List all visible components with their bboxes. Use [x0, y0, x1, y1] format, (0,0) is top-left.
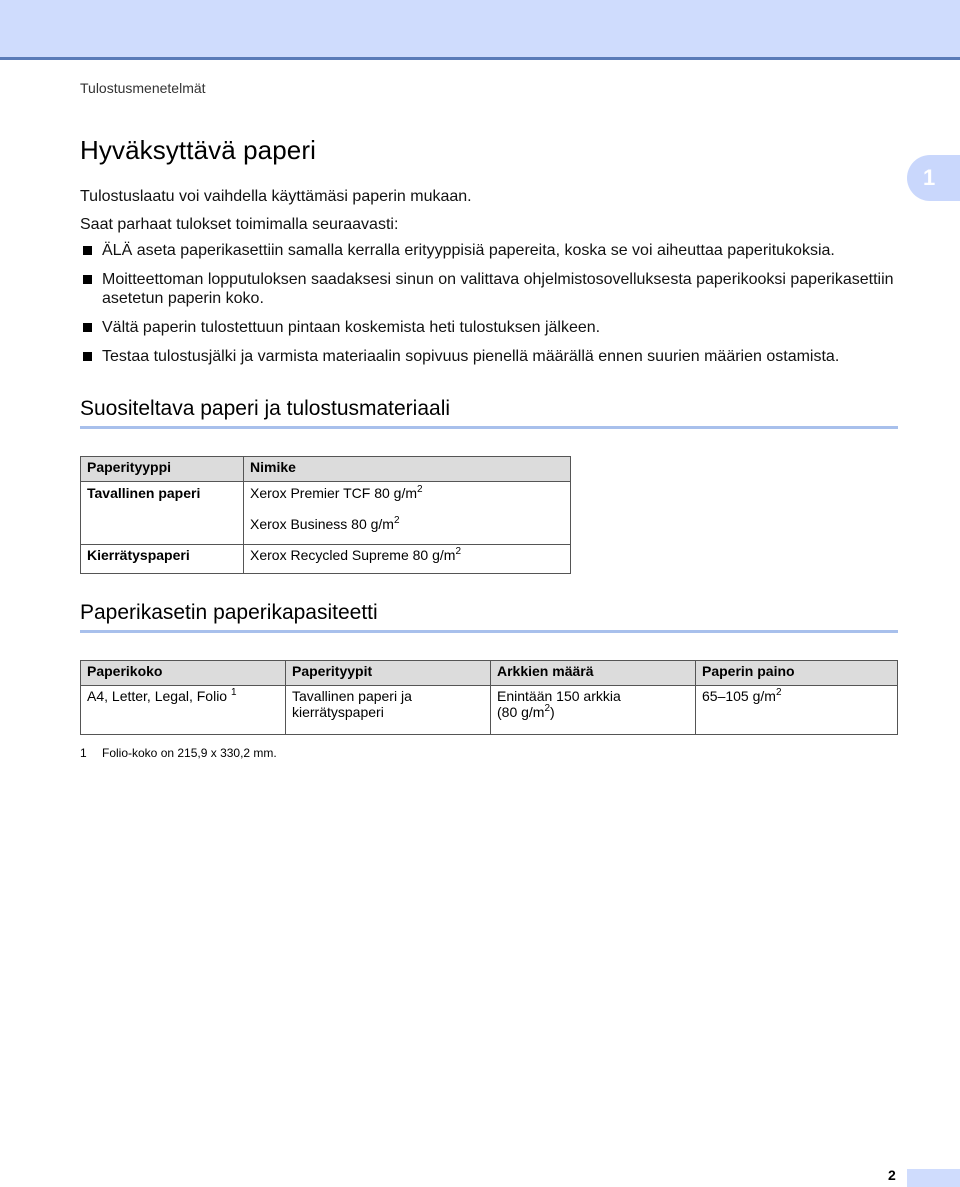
sheet-count-cell: Enintään 150 arkkia (80 $g/m^2$): [491, 686, 696, 735]
top-band: [0, 0, 960, 60]
paper-type-cell: [81, 513, 244, 545]
paper-name-cell: Xerox Recycled Supreme 80 $g/m^2$: [244, 545, 571, 574]
table-header-row: [81, 661, 898, 686]
column-header: Paperikoko: [81, 661, 286, 686]
square-bullet-icon: [83, 352, 92, 361]
column-header: Arkkien määrä: [491, 661, 696, 686]
list-item: [80, 318, 910, 337]
paper-type-cell: Tavallinen paperi: [81, 482, 244, 514]
footnote: [80, 746, 277, 760]
footnote-number: 1: [80, 746, 87, 760]
square-bullet-icon: [83, 246, 92, 255]
page-tab: [907, 1169, 960, 1187]
section-title-recommended-paper: Suositeltava paperi ja tulostusmateriaali: [80, 397, 451, 420]
paper-type-cell: Kierrätyspaperi: [81, 545, 244, 574]
page-title: Hyväksyttävä paperi: [80, 135, 317, 165]
section-rule: [80, 630, 898, 633]
table-row: [81, 482, 571, 514]
paper-weight-cell: 65–105 $g/m^2$: [696, 686, 898, 735]
section-title-tray-capacity: Paperikasetin paperikapasiteetti: [80, 601, 378, 624]
square-bullet-icon: [83, 275, 92, 284]
list-item: [80, 347, 910, 366]
list-item-text: Moitteettoman lopputuloksen saadaksesi sinun on valittava ohjelmistosovelluksesta paperikooksi paperikasettiin asetetun paperin koko.: [102, 271, 894, 307]
column-header: Paperityypit: [286, 661, 491, 686]
paper-types-cell: Tavallinen paperi ja kierrätyspaperi: [286, 686, 491, 735]
recommended-paper-table: [80, 456, 571, 574]
breadcrumb: Tulostusmenetelmät: [80, 80, 206, 96]
chapter-tab[interactable]: [907, 155, 960, 201]
square-bullet-icon: [83, 323, 92, 332]
section-rule: [80, 426, 898, 429]
tray-capacity-table: [80, 660, 898, 735]
table-row: [81, 513, 571, 545]
intro-line: Saat parhaat tulokset toimimalla seuraavasti:: [80, 216, 399, 233]
list-item: [80, 241, 910, 260]
tips-list: [80, 241, 910, 376]
footnote-text: Folio-koko on 215,9 x 330,2 mm.: [102, 746, 277, 760]
list-item-text: Testaa tulostusjälki ja varmista materiaalin sopivuus pienellä määrällä ennen suurien määrien ostamista.: [102, 348, 840, 365]
chapter-number: 1: [923, 165, 936, 190]
list-item-text: Vältä paperin tulostettuun pintaan koskemista heti tulostuksen jälkeen.: [102, 319, 601, 336]
column-header: Paperityyppi: [81, 457, 244, 482]
column-header: Nimike: [244, 457, 571, 482]
table-row: [81, 545, 571, 574]
table-row: [81, 686, 898, 735]
paper-size-cell: A4, Letter, Legal, Folio $^1$: [81, 686, 286, 735]
intro-text: [80, 186, 900, 242]
list-item-text: ÄLÄ aseta paperikasettiin samalla kerralla erityyppisiä papereita, koska se voi aiheuttaa paperitukoksia.: [102, 242, 835, 259]
list-item: [80, 270, 910, 308]
table-header-row: [81, 457, 571, 482]
paper-name-cell: Xerox Business 80 $g/m^2$: [244, 513, 571, 545]
page-number: 2: [888, 1167, 896, 1183]
column-header: Paperin paino: [696, 661, 898, 686]
intro-line: Tulostuslaatu voi vaihdella käyttämäsi paperin mukaan.: [80, 188, 472, 205]
paper-name-cell: Xerox Premier TCF 80 $g/m^2$: [244, 482, 571, 514]
